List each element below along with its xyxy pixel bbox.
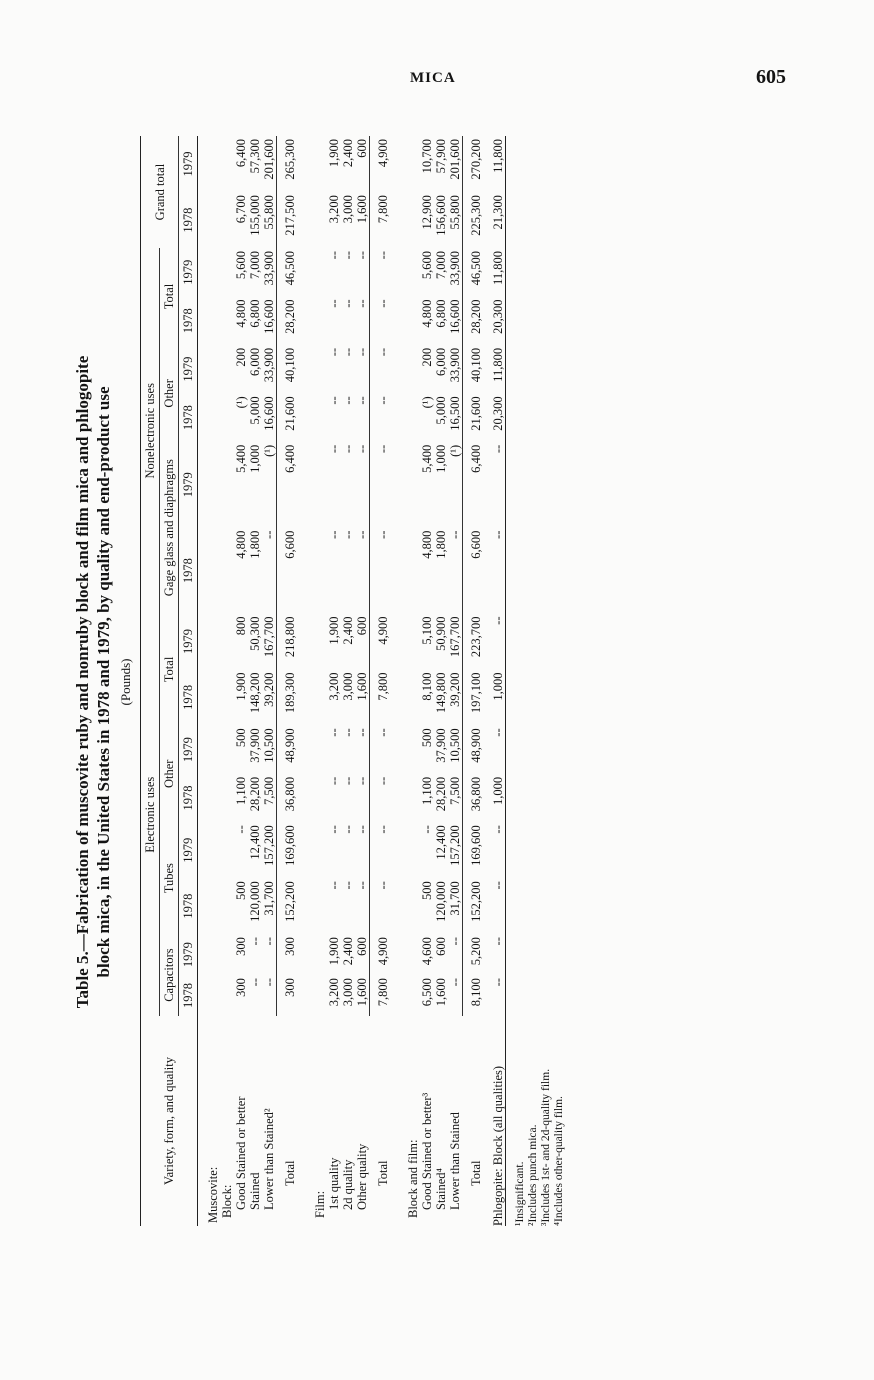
row-label: Lower than Stained² <box>262 1108 277 1210</box>
table-cell: -- <box>262 530 276 539</box>
table-row <box>463 136 492 1226</box>
gage-glass-header: Gage glass and diaphragms <box>160 442 179 614</box>
table-cell: 3,200 <box>327 195 341 224</box>
table-cell: 10,500 <box>262 728 276 763</box>
table-cell: 6,700 <box>234 195 248 224</box>
tubes-header: Tubes <box>160 822 179 934</box>
table-cell: -- <box>370 528 399 614</box>
table-cell: 156,600 <box>434 195 448 236</box>
table-cell: -- <box>341 347 355 357</box>
table-cell: -- <box>327 299 341 308</box>
table-cell: 1,800 <box>434 530 448 559</box>
table-cell: 21,600 <box>277 393 306 441</box>
table-cell: 1,000 <box>248 444 262 473</box>
table-cell: 5,600 <box>420 251 434 280</box>
table-cell: 600 <box>355 139 369 158</box>
year-header-1978: 1978 <box>179 528 198 614</box>
table-cell: 16,600 <box>448 299 462 334</box>
nonelectronic-total-header: Total <box>160 248 179 345</box>
table-cell: 155,000 <box>248 195 262 236</box>
table-cell: -- <box>341 530 355 539</box>
section-label-film: Film: <box>313 1190 327 1218</box>
table-cell: 1,000 <box>491 669 506 725</box>
table-cell: 21,300 <box>491 192 506 248</box>
table-row <box>327 136 341 1226</box>
table-cell: 169,600 <box>463 822 492 878</box>
table-row <box>277 136 306 1226</box>
table-cell: 39,200 <box>262 672 276 707</box>
table-cell: 46,500 <box>463 248 492 296</box>
table-row <box>262 136 277 1226</box>
table-cell: -- <box>370 248 399 296</box>
table-cell: -- <box>491 822 506 878</box>
table-cell: -- <box>370 878 399 934</box>
table-cell: 28,200 <box>434 776 448 812</box>
table-cell: 4,600 <box>420 937 434 966</box>
table-cell: 50,300 <box>248 616 262 651</box>
table-cell: 10,700 <box>420 139 434 174</box>
table-cell: 46,500 <box>277 248 306 296</box>
table-cell: 169,600 <box>277 822 306 878</box>
table-cell: 600 <box>355 616 369 636</box>
electronic-total-header: Total <box>160 614 179 726</box>
table-cell: -- <box>370 345 399 393</box>
table-cell: 48,900 <box>277 725 306 773</box>
table-cell: 7,000 <box>434 251 448 280</box>
electronic-uses-header: Electronic uses <box>141 614 160 1017</box>
table-cell: -- <box>355 825 369 834</box>
year-header-1978: 1978 <box>179 878 198 934</box>
table-cell: 1,900 <box>327 616 341 645</box>
table-cell: 4,900 <box>370 614 399 670</box>
table-cell: 21,600 <box>463 393 492 441</box>
year-header-1979: 1979 <box>179 248 198 296</box>
table-cell: -- <box>248 978 262 987</box>
table-cell: -- <box>370 442 399 528</box>
section-label-block-and-film: Block and film: <box>406 1139 420 1218</box>
table-row <box>341 136 355 1226</box>
table-cell: 200 <box>420 347 434 367</box>
table-cell: -- <box>491 528 506 614</box>
table-cell: 33,900 <box>448 251 462 286</box>
table-cell: 500 <box>420 881 434 900</box>
table-cell: -- <box>327 347 341 357</box>
table-cell: 7,500 <box>448 776 462 805</box>
table-cell: 157,200 <box>448 825 462 866</box>
year-header-1978: 1978 <box>179 774 198 822</box>
table-cell: -- <box>327 825 341 834</box>
table-cell: 33,900 <box>262 251 276 286</box>
table-cell: 218,800 <box>277 614 306 670</box>
running-head: MICA <box>410 70 456 86</box>
table-cell: -- <box>327 444 341 454</box>
row-label: Other quality <box>355 1143 370 1210</box>
table-cell: 20,300 <box>491 296 506 344</box>
table-cell: -- <box>355 530 369 539</box>
row-label: 2d quality <box>341 1159 355 1210</box>
table-cell: 6,000 <box>248 347 262 377</box>
table-cell: 40,100 <box>463 345 492 393</box>
table-cell: 6,400 <box>463 442 492 528</box>
table-cell: 5,400 <box>420 444 434 473</box>
table-cell: 37,900 <box>434 728 448 763</box>
page-number: 605 <box>756 66 786 88</box>
table-cell: 157,200 <box>262 825 276 866</box>
table-cell: 36,800 <box>277 774 306 822</box>
table-cell: 201,600 <box>448 139 462 180</box>
table-cell: 197,100 <box>463 669 492 725</box>
table-cell: 12,900 <box>420 195 434 230</box>
table-row <box>448 136 463 1226</box>
rotated-table-region <box>72 132 832 1232</box>
table-cell: -- <box>355 881 369 890</box>
table-cell: -- <box>341 444 355 454</box>
table-cell: -- <box>327 728 341 737</box>
table-cell: 5,000 <box>248 396 262 425</box>
table-cell: (¹) <box>448 444 462 457</box>
table-cell: 5,100 <box>420 616 434 645</box>
table-cell: -- <box>248 937 262 946</box>
footnote: ²Includes punch mica. <box>527 1124 539 1226</box>
footnote: ³Includes 1st- and 2d-quality film. <box>540 1068 552 1226</box>
table-cell: 4,900 <box>370 136 399 192</box>
table-cell: 1,600 <box>355 195 369 224</box>
table-cell: 40,100 <box>277 345 306 393</box>
table-cell: -- <box>341 251 355 260</box>
year-header-1979: 1979 <box>179 934 198 975</box>
table-row <box>420 136 434 1226</box>
table-cell: -- <box>491 934 506 975</box>
table-row <box>355 136 370 1226</box>
row-label: Total <box>375 1160 390 1186</box>
table-cell: 6,800 <box>434 299 448 328</box>
table-cell: (¹) <box>420 396 434 409</box>
table-cell: 6,600 <box>463 528 492 614</box>
table-cell: 5,400 <box>234 444 248 473</box>
table-row <box>434 136 448 1226</box>
table-cell: -- <box>355 444 369 454</box>
table-cell: -- <box>341 776 355 786</box>
table-cell: 1,600 <box>355 978 369 1007</box>
table-cell: -- <box>491 442 506 528</box>
table-cell: 217,500 <box>277 192 306 248</box>
table-cell: 500 <box>234 728 248 748</box>
year-header-1979: 1979 <box>179 442 198 528</box>
table-cell: 55,800 <box>262 195 276 230</box>
table-cell: 223,700 <box>463 614 492 670</box>
row-label: Total <box>468 1160 483 1186</box>
table-cell: 1,000 <box>434 444 448 473</box>
table-cell: 5,000 <box>434 396 448 425</box>
nonelectronic-uses-header: Nonelectronic uses <box>141 248 160 613</box>
table-row <box>370 136 399 1226</box>
table-cell: -- <box>355 728 369 737</box>
table-cell: 16,500 <box>448 396 462 431</box>
table-cell: 3,000 <box>341 978 355 1007</box>
table-cell: 50,900 <box>434 616 448 651</box>
table-cell: 300 <box>234 937 248 956</box>
table-cell: 6,500 <box>420 978 434 1007</box>
table-cell: 167,700 <box>262 616 276 658</box>
table-cell: -- <box>370 822 399 878</box>
table-cell: 270,200 <box>463 136 492 192</box>
year-header-1978: 1978 <box>179 975 198 1016</box>
table-cell: -- <box>262 978 276 987</box>
table-cell: 6,600 <box>277 528 306 614</box>
table-cell: 28,200 <box>463 296 492 344</box>
table-cell: 167,700 <box>448 616 462 658</box>
table-cell: -- <box>355 299 369 308</box>
table-cell: 3,000 <box>341 672 355 701</box>
table-body <box>198 136 506 1226</box>
table-cell: 31,700 <box>262 881 276 916</box>
table-cell: 5,200 <box>463 934 492 975</box>
year-header-1978: 1978 <box>179 393 198 441</box>
table-cell: 37,900 <box>248 728 262 763</box>
table-cell: 600 <box>355 937 369 956</box>
section-label-block: Block: <box>220 1184 234 1218</box>
table-cell: -- <box>341 299 355 308</box>
table-cell: 200 <box>234 347 248 367</box>
table-cell: (¹) <box>262 444 276 457</box>
table-cell: 7,800 <box>370 192 399 248</box>
table-cell: -- <box>491 878 506 934</box>
table-cell: 3,000 <box>341 195 355 224</box>
table-cell: 300 <box>234 978 248 997</box>
table-cell: -- <box>370 774 399 822</box>
table-cell: 8,100 <box>463 975 492 1016</box>
table-cell: 16,600 <box>262 396 276 431</box>
table-cell: 20,300 <box>491 393 506 441</box>
nonelectronic-other-header: Other <box>160 345 179 442</box>
table-cell: 16,600 <box>262 299 276 334</box>
year-header-1979: 1979 <box>179 822 198 878</box>
table-cell: 265,300 <box>277 136 306 192</box>
section-label-muscovite: Muscovite: <box>206 1166 220 1223</box>
table-title-line-2: block mica, in the United States in 1978 and 1979, by quality and end-product use <box>94 386 113 978</box>
footnote: ⁴Includes other-quality film. <box>553 1096 565 1226</box>
table-cell: 31,700 <box>448 881 462 916</box>
table-cell: 28,200 <box>277 296 306 344</box>
table-cell: 7,800 <box>370 975 399 1016</box>
table-cell: 1,600 <box>355 672 369 701</box>
table-row <box>491 136 506 1226</box>
table-cell: 12,400 <box>248 825 262 860</box>
row-label: Stained⁴ <box>434 1168 448 1210</box>
table-cell: 4,800 <box>234 530 248 559</box>
table-cell: -- <box>327 881 341 890</box>
table-cell: 600 <box>434 937 448 956</box>
table-cell: -- <box>491 975 506 1016</box>
year-header-1978: 1978 <box>179 296 198 344</box>
mica-fabrication-table <box>140 136 506 1226</box>
table-cell: 39,200 <box>448 672 462 707</box>
table-cell: -- <box>355 776 369 786</box>
table-cell: 4,800 <box>234 299 248 328</box>
row-label: Total <box>282 1160 297 1186</box>
year-header-1979: 1979 <box>179 725 198 773</box>
table-cell: 28,200 <box>248 776 262 812</box>
table-cell: 500 <box>234 881 248 900</box>
table-cell: -- <box>448 937 462 946</box>
table-cell: 4,900 <box>370 934 399 975</box>
table-cell: 300 <box>277 975 306 1016</box>
table-cell: 152,200 <box>463 878 492 934</box>
table-row <box>248 136 262 1226</box>
year-header-1979: 1979 <box>179 614 198 670</box>
table-cell: 36,800 <box>463 774 492 822</box>
table-cell: 1,000 <box>491 774 506 822</box>
table-cell: 10,500 <box>448 728 462 763</box>
table-cell: 57,900 <box>434 139 448 174</box>
row-label: 1st quality <box>327 1157 341 1210</box>
row-label: Stained <box>248 1172 262 1210</box>
electronic-other-header: Other <box>160 725 179 822</box>
table-cell: 1,900 <box>327 139 341 168</box>
table-cell: 33,900 <box>262 347 276 383</box>
year-header-1978: 1978 <box>179 669 198 725</box>
table-cell: (¹) <box>234 396 248 409</box>
row-label: Good Stained or better <box>234 1096 248 1210</box>
table-cell: -- <box>448 530 462 539</box>
table-cell: 6,800 <box>248 299 262 328</box>
row-label: Phlogopite: Block (all qualities) <box>491 1016 506 1226</box>
table-cell: 1,900 <box>327 937 341 966</box>
footnotes <box>514 132 566 1226</box>
table-cell: 1,100 <box>420 776 434 805</box>
year-header-1979: 1979 <box>179 345 198 393</box>
table-cell: -- <box>327 396 341 405</box>
table-cell: 152,200 <box>277 878 306 934</box>
table-cell: -- <box>262 937 276 946</box>
table-cell: -- <box>341 825 355 834</box>
table-units: (Pounds) <box>118 658 133 706</box>
table-cell: -- <box>341 396 355 405</box>
row-label: Good Stained or better³ <box>420 1092 434 1210</box>
table-cell: -- <box>370 393 399 441</box>
table-cell: 5,600 <box>234 251 248 280</box>
table-cell: -- <box>491 725 506 773</box>
table-cell: 1,900 <box>234 672 248 701</box>
table-cell: 33,900 <box>448 347 462 383</box>
table-cell: 2,400 <box>341 937 355 966</box>
table-cell: 57,300 <box>248 139 262 174</box>
table-cell: 11,800 <box>491 248 506 296</box>
table-cell: 7,500 <box>262 776 276 805</box>
table-cell: 225,300 <box>463 192 492 248</box>
footnote: ¹Insignificant. <box>514 1161 526 1226</box>
table-cell: 500 <box>420 728 434 748</box>
year-header-1979: 1979 <box>179 136 198 192</box>
table-cell: 120,000 <box>434 881 448 922</box>
table-cell: 4,800 <box>420 530 434 559</box>
table-cell: -- <box>341 728 355 737</box>
table-cell: 12,400 <box>434 825 448 860</box>
table-cell: 201,600 <box>262 139 276 180</box>
grand-total-header: Grand total <box>141 136 179 248</box>
table-cell: 11,800 <box>491 345 506 393</box>
table-cell: -- <box>448 978 462 987</box>
table-cell: -- <box>370 725 399 773</box>
table-row <box>234 136 248 1226</box>
table-cell: 1,100 <box>234 776 248 805</box>
table-cell: 4,800 <box>420 299 434 328</box>
row-label: Lower than Stained <box>448 1112 463 1210</box>
table-cell: 3,200 <box>327 978 341 1007</box>
table-cell: 48,900 <box>463 725 492 773</box>
table-cell: 1,800 <box>248 530 262 559</box>
table-cell: 6,400 <box>277 442 306 528</box>
table-cell: 11,800 <box>491 136 506 192</box>
table-cell: -- <box>370 296 399 344</box>
table-cell: -- <box>355 396 369 405</box>
table-cell: 148,200 <box>248 672 262 714</box>
table-cell: 300 <box>277 934 306 975</box>
table-cell: -- <box>355 347 369 357</box>
table-cell: -- <box>327 776 341 786</box>
table-cell: 7,800 <box>370 669 399 725</box>
table-cell: 3,200 <box>327 672 341 701</box>
table-cell: -- <box>355 251 369 260</box>
table-cell: 7,000 <box>248 251 262 280</box>
table-cell: 2,400 <box>341 616 355 645</box>
table-cell: 55,800 <box>448 195 462 230</box>
table-cell: -- <box>234 825 248 834</box>
table-cell: -- <box>341 881 355 890</box>
table-cell: 149,800 <box>434 672 448 714</box>
table-cell: -- <box>327 530 341 539</box>
table-cell: 6,400 <box>234 139 248 168</box>
year-header-1978: 1978 <box>179 192 198 248</box>
table-cell: 120,000 <box>248 881 262 922</box>
table-cell: 1,600 <box>434 978 448 1007</box>
capacitors-header: Capacitors <box>160 934 179 1016</box>
table-cell: 8,100 <box>420 672 434 701</box>
table-title-line-1: Table 5.—Fabrication of muscovite ruby and nonruby block and film mica and phlogopite <box>73 355 92 1009</box>
table-cell: -- <box>327 251 341 260</box>
table-cell: 2,400 <box>341 139 355 168</box>
table-cell: 189,300 <box>277 669 306 725</box>
table-cell: -- <box>491 614 506 670</box>
stub-header: Variety, form, and quality <box>141 1016 198 1226</box>
table-cell: -- <box>420 825 434 834</box>
table-cell: 6,000 <box>434 347 448 377</box>
table-cell: 800 <box>234 616 248 636</box>
